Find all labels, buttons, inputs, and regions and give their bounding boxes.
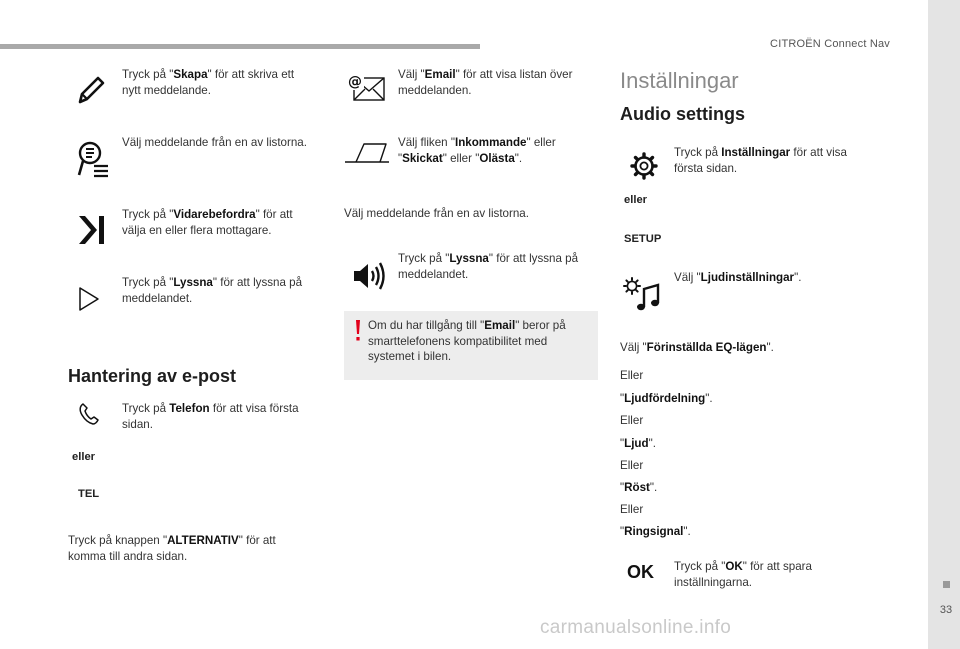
- option-voice: "Röst".: [620, 481, 658, 494]
- audio-settings-heading: Audio settings: [620, 104, 745, 124]
- header-rule: [0, 44, 480, 49]
- email-compatibility-note: Om du har tillgång till "Email" beror på smarttelefonens kompatibilitet med systemet i bilen.: [368, 319, 566, 363]
- option-balance: "Ljudfördelning".: [620, 392, 713, 405]
- info-note-box: [344, 311, 598, 380]
- create-instruction: Tryck på "Skapa" för att skriva ett nytt meddelande.: [122, 68, 295, 97]
- eq-instruction: Välj "Förinställda EQ-lägen".: [620, 341, 774, 354]
- save-instruction: Tryck på "OK" för att spara inställningarna.: [674, 560, 812, 589]
- tab-icon: [344, 142, 390, 164]
- or-label-2: eller: [624, 194, 648, 206]
- gear-icon: [629, 151, 659, 181]
- brand-label: CITROËN Connect Nav: [770, 38, 890, 50]
- ok-label: OK: [627, 562, 654, 582]
- play-icon: [78, 286, 100, 312]
- email-instruction: Välj "Email" för att visa listan över meddelanden.: [398, 68, 573, 97]
- or-text-1: Eller: [620, 369, 644, 382]
- listen-instruction: Tryck på "Lyssna" för att lyssna på meddelandet.: [122, 276, 303, 305]
- or-text-4: Eller: [620, 503, 644, 516]
- page-side-band: [928, 0, 960, 649]
- alternative-instruction: Tryck på knappen "ALTERNATIV" för att komma till andra sidan.: [68, 534, 276, 563]
- or-text-3: Eller: [620, 459, 644, 472]
- or-text-2: Eller: [620, 414, 644, 427]
- or-label: eller: [72, 451, 96, 463]
- watermark: carmanualsonline.info: [540, 617, 732, 638]
- phone-instruction: Tryck på Telefon för att visa första sidan.: [122, 402, 299, 431]
- option-sound: "Ljud".: [620, 437, 656, 450]
- forward-icon: [76, 213, 106, 247]
- page-number: 33: [939, 604, 953, 616]
- message-list-icon: [76, 139, 110, 179]
- setup-label: SETUP: [624, 233, 662, 245]
- forward-instruction: Tryck på "Vidarebefordra" för att välja en eller flera mottagare.: [122, 208, 293, 237]
- email-icon: [346, 72, 386, 102]
- sound-settings-icon: [622, 277, 662, 313]
- continuation-marker: [943, 581, 950, 588]
- section-title: Inställningar: [620, 68, 739, 93]
- tab-instruction: Välj fliken "Inkommande" eller "Skickat" eller "Olästa".: [398, 136, 556, 165]
- svg-text:@: @: [348, 74, 362, 90]
- warning-icon: [354, 319, 362, 343]
- pencil-icon: [76, 74, 106, 106]
- choose-message-text: Välj meddelande från en av listorna.: [122, 136, 307, 149]
- phone-icon: [78, 402, 100, 426]
- tel-label: TEL: [78, 488, 100, 500]
- option-ringtone: "Ringsignal".: [620, 525, 691, 538]
- speaker-icon: [352, 262, 386, 290]
- settings-instruction: Tryck på Inställningar för att visa första sidan.: [674, 146, 847, 175]
- email-management-heading: Hantering av e-post: [68, 366, 237, 386]
- listen-instruction-2: Tryck på "Lyssna" för att lyssna på meddelandet.: [398, 252, 579, 281]
- choose-message-text-2: Välj meddelande från en av listorna.: [344, 207, 529, 220]
- sound-settings-instruction: Välj "Ljudinställningar".: [674, 271, 802, 284]
